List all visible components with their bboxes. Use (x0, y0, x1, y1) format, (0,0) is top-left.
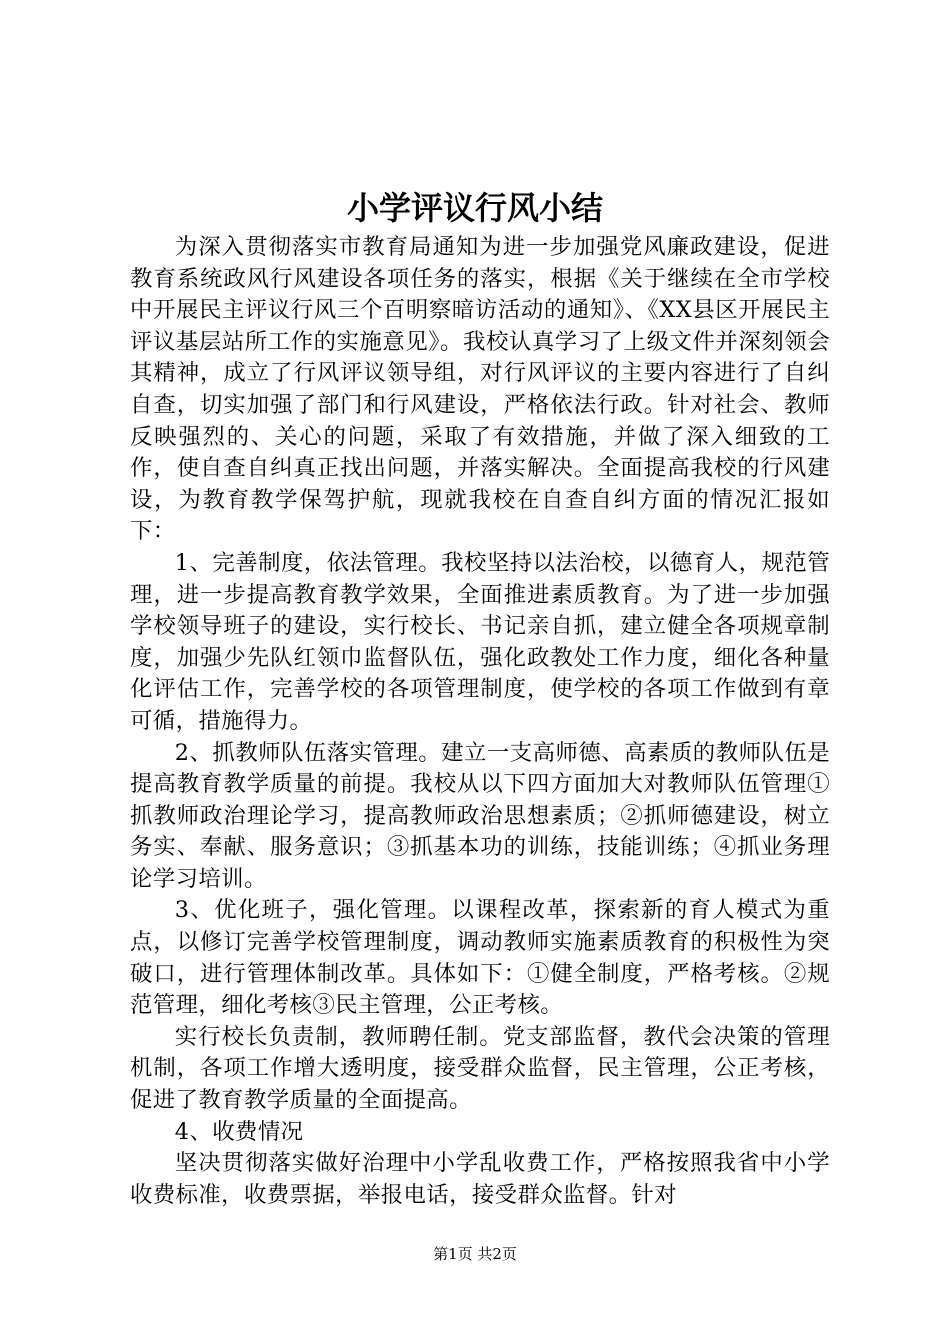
paragraph-item-1: 1、完善制度，依法管理。我校坚持以法治校，以德育人，规范管理，进一步提高教育教学效果，全面推进素质教育。为了进一步加强学校领导班子的建设，实行校长、书记亲自抓，建立健全各项规章制度，加强少先队红领巾监督队伍，强化政教处工作力度，细化各种量化评估工作，完善学校的各项管理制度，使学校的各项工作做到有章可循，措施得力。 (130, 549, 830, 734)
page-footer: 第1页 共2页 (433, 1245, 517, 1263)
paragraph-item-4-heading: 4、收费情况 (174, 1118, 304, 1145)
paragraph-item-2: 2、抓教师队伍落实管理。建立一支高师德、高素质的教师队伍是提高教育教学质量的前提。我校从以下四方面加大对教师队伍管理①抓教师政治理论学习，提高教师政治思想素质；②抓师德建设，树立务实、奉献、服务意识；③抓基本功的训练，技能训练；④抓业务理论学习培训。 (130, 739, 830, 892)
paragraph-intro: 为深入贯彻落实市教育局通知为进一步加强党风廉政建设，促进教育系统政风行风建设各项任务的落实，根据《关于继续在全市学校中开展民主评议行风三个百明察暗访活动的通知》、《XX县区开展民主评议基层站所工作的实施意见》。我校认真学习了上级文件并深刻领会其精神，成立了行风评议领导组，对行风评议的主要内容进行了自纠自查，切实加强了部门和行风建设，严格依法行政。针对社会、教师反映强烈的、关心的问题，采取了有效措施，并做了深入细致的工作，使自查自纠真正找出问题，并落实解决。全面提高我校的行风建设，为教育教学保驾护航，现就我校在自查自纠方面的情况汇报如下： (130, 234, 830, 545)
document-body (130, 232, 830, 1211)
document-title: 小学评议行风小结 (346, 189, 603, 227)
paragraph-item-3-detail: 实行校长负责制，教师聘任制。党支部监督，教代会决策的管理机制，各项工作增大透明度，接受群众监督，民主管理，公正考核，促进了教育教学质量的全面提高。 (130, 1023, 830, 1114)
paragraph-item-4-body: 坚决贯彻落实做好治理中小学乱收费工作，严格按照我省中小学收费标准，收费票据，举报电话，接受群众监督。针对 (130, 1150, 830, 1208)
paragraph-item-3: 3、优化班子，强化管理。以课程改革，探索新的育人模式为重点，以修订完善学校管理制度，调动教师实施素质教育的积极性为突破口，进行管理体制改革。具体如下：①健全制度，严格考核。②规范管理，细化考核③民主管理，公正考核。 (130, 897, 830, 1019)
